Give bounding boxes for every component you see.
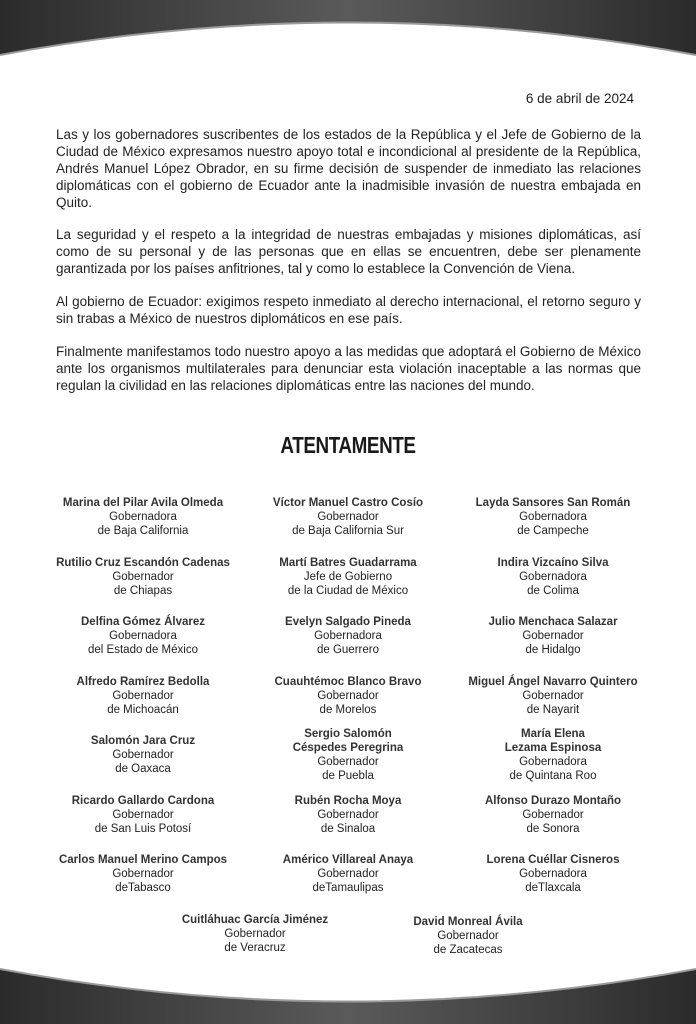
- signatory-title: Gobernador: [112, 809, 174, 821]
- signatory-name: Salomón Jara Cruz: [90, 735, 196, 747]
- signatory-name: Lorena Cuéllar Cisneros: [486, 854, 620, 866]
- bottom-decorative-band: [0, 964, 696, 1024]
- signatory-title: Gobernadora: [109, 630, 177, 642]
- signatory-title: Gobernador: [317, 809, 379, 821]
- signatory-state: de Morelos: [319, 704, 377, 716]
- signatory-name: Delfina Gómez Álvarez: [81, 616, 205, 628]
- signature-block: [243, 675, 453, 717]
- signatory-name: Miguel Ángel Navarro Quintero: [468, 676, 638, 688]
- paragraph-ecuador: Al gobierno de Ecuador: exigimos respeto inmediato al derecho internacional, el retorno seguro y sin trabas a México de nuestros diplomáticos en ese país.: [56, 294, 641, 326]
- signature-block: [38, 496, 248, 538]
- paragraph-support: Las y los gobernadores suscribentes de los estados de la República y el Jefe de Gobierno de la Ciudad de México expresamos nuestro apoyo total e incondicional al presidente de la República, Andrés Manuel López Obrador, en su firme decisión de suspender de inmediato las relaciones diplomáticas con el gobierno de Ecuador ante la inadmisible invasión de nuestra embajada en Quito.: [56, 127, 641, 210]
- signatory-state: de Veracruz: [224, 942, 286, 954]
- signatory-name: Rubén Rocha Moya: [294, 795, 402, 807]
- signature-block: [38, 853, 248, 895]
- signature-block: [38, 675, 248, 717]
- letter-date: 6 de abril de 2024: [525, 91, 634, 106]
- signatory-title: Gobernador: [112, 749, 174, 761]
- signature-block: [38, 556, 248, 598]
- signature-block: [38, 734, 248, 776]
- signature-block: [150, 913, 360, 955]
- signatory-state: de Baja California: [97, 525, 189, 537]
- signatory-state: deTamaulipas: [312, 882, 384, 894]
- signatory-name-line2: Céspedes Peregrina: [292, 742, 404, 754]
- signatory-title: Gobernador: [317, 756, 379, 768]
- signatory-state: deTlaxcala: [525, 882, 581, 894]
- signatory-name: Cuauhtémoc Blanco Bravo: [274, 676, 422, 688]
- signatory-name: Rutilio Cruz Escandón Cadenas: [56, 557, 230, 569]
- signatory-title: Gobernador: [317, 511, 379, 523]
- signatory-title: Gobernadora: [519, 571, 587, 583]
- signatory-state: de Hidalgo: [525, 644, 581, 656]
- signature-block: [448, 615, 658, 657]
- signatory-name: Cuitláhuac García Jiménez: [181, 914, 329, 926]
- signatory-state: del Estado de México: [88, 644, 198, 656]
- signatory-title: Gobernadora: [314, 630, 382, 642]
- signatory-state: de Sonora: [526, 823, 580, 835]
- signatory-name: Martí Batres Guadarrama: [279, 557, 417, 569]
- signatory-title: Gobernadora: [519, 756, 587, 768]
- signatory-state: de Michoacán: [107, 704, 179, 716]
- signatory-state: de Puebla: [322, 770, 374, 782]
- signatory-name: Américo Villareal Anaya: [282, 854, 414, 866]
- signature-block: [38, 615, 248, 657]
- signatory-state: de Nayarit: [526, 704, 580, 716]
- signatory-state: de Guerrero: [316, 644, 379, 656]
- signatory-title: Gobernador: [522, 809, 584, 821]
- signature-block: [38, 794, 248, 836]
- signatory-title: Gobernador: [224, 928, 286, 940]
- signatory-name: Julio Menchaca Salazar: [488, 616, 618, 628]
- signatory-state: de Colima: [527, 585, 579, 597]
- signatory-state: de Sinaloa: [320, 823, 376, 835]
- signature-block: [243, 727, 453, 783]
- signatory-state: de San Luis Potosí: [94, 823, 192, 835]
- signatory-title: Gobernador: [522, 690, 584, 702]
- top-decorative-band: [0, 0, 696, 60]
- signatory-name: Sergio Salomón: [304, 728, 392, 740]
- signatory-title: Gobernadora: [519, 511, 587, 523]
- signatory-title: Gobernador: [317, 690, 379, 702]
- signature-block: [243, 556, 453, 598]
- signatory-name: Marina del Pilar Avila Olmeda: [62, 497, 224, 509]
- signatory-title: Jefe de Gobierno: [303, 571, 393, 583]
- signature-block: [243, 496, 453, 538]
- signatory-name: Alfonso Durazo Montaño: [484, 795, 622, 807]
- signatory-title: Gobernador: [522, 630, 584, 642]
- signatory-state: de Campeche: [517, 525, 589, 537]
- closing-heading: ATENTAMENTE: [280, 432, 416, 458]
- signatory-state: de Oaxaca: [115, 763, 171, 775]
- signatory-name: Layda Sansores San Román: [475, 497, 631, 509]
- signatory-name: David Monreal Ávila: [413, 916, 523, 928]
- signatory-title: Gobernadora: [519, 868, 587, 880]
- signature-block: [243, 853, 453, 895]
- signatory-name: Ricardo Gallardo Cardona: [71, 795, 215, 807]
- signatory-state: de Baja California Sur: [292, 525, 404, 537]
- signatory-state: de la Ciudad de México: [287, 585, 409, 597]
- signature-block: [448, 853, 658, 895]
- signature-block: [363, 915, 573, 957]
- signatory-name: Víctor Manuel Castro Cosío: [272, 497, 424, 509]
- signature-block: [448, 496, 658, 538]
- signatory-name: Alfredo Ramírez Bedolla: [76, 676, 210, 688]
- signatory-title: Gobernador: [437, 930, 499, 942]
- signature-block: [448, 675, 658, 717]
- signatory-state: de Chiapas: [113, 585, 173, 597]
- signatory-title: Gobernador: [112, 571, 174, 583]
- signatory-name-line2: Lezama Espinosa: [504, 742, 602, 754]
- signature-block: [448, 794, 658, 836]
- signatory-title: Gobernador: [112, 690, 174, 702]
- signature-block: [243, 794, 453, 836]
- signatory-name: Indira Vizcaíno Silva: [497, 557, 609, 569]
- paragraph-security: La seguridad y el respeto a la integridad de nuestras embajadas y misiones diplomáticas, así como de su personal y de las personas que en ellas se encuentren, debe ser plenamente garantizada por los países anfitriones, tal y como lo establece la Convención de Viena.: [56, 227, 641, 276]
- signatory-title: Gobernadora: [109, 511, 177, 523]
- signature-block: [243, 615, 453, 657]
- signatory-title: Gobernador: [317, 868, 379, 880]
- signature-block: [448, 556, 658, 598]
- signatory-title: Gobernador: [112, 868, 174, 880]
- signatory-state: de Zacatecas: [433, 944, 503, 956]
- signatory-name: Evelyn Salgado Pineda: [285, 616, 411, 628]
- signatory-state: de Quintana Roo: [509, 770, 597, 782]
- signatory-state: deTabasco: [115, 882, 171, 894]
- signatory-name: María Elena: [521, 728, 585, 740]
- paragraph-conclusion: Finalmente manifestamos todo nuestro apoyo a las medidas que adoptará el Gobierno de México ante los organismos multilaterales para denunciar esta violación inaceptable a las normas que regulan la civilidad en las relaciones diplomáticas entre las naciones del mundo.: [56, 344, 641, 393]
- signature-block: [448, 727, 658, 783]
- signatory-name: Carlos Manuel Merino Campos: [58, 854, 228, 866]
